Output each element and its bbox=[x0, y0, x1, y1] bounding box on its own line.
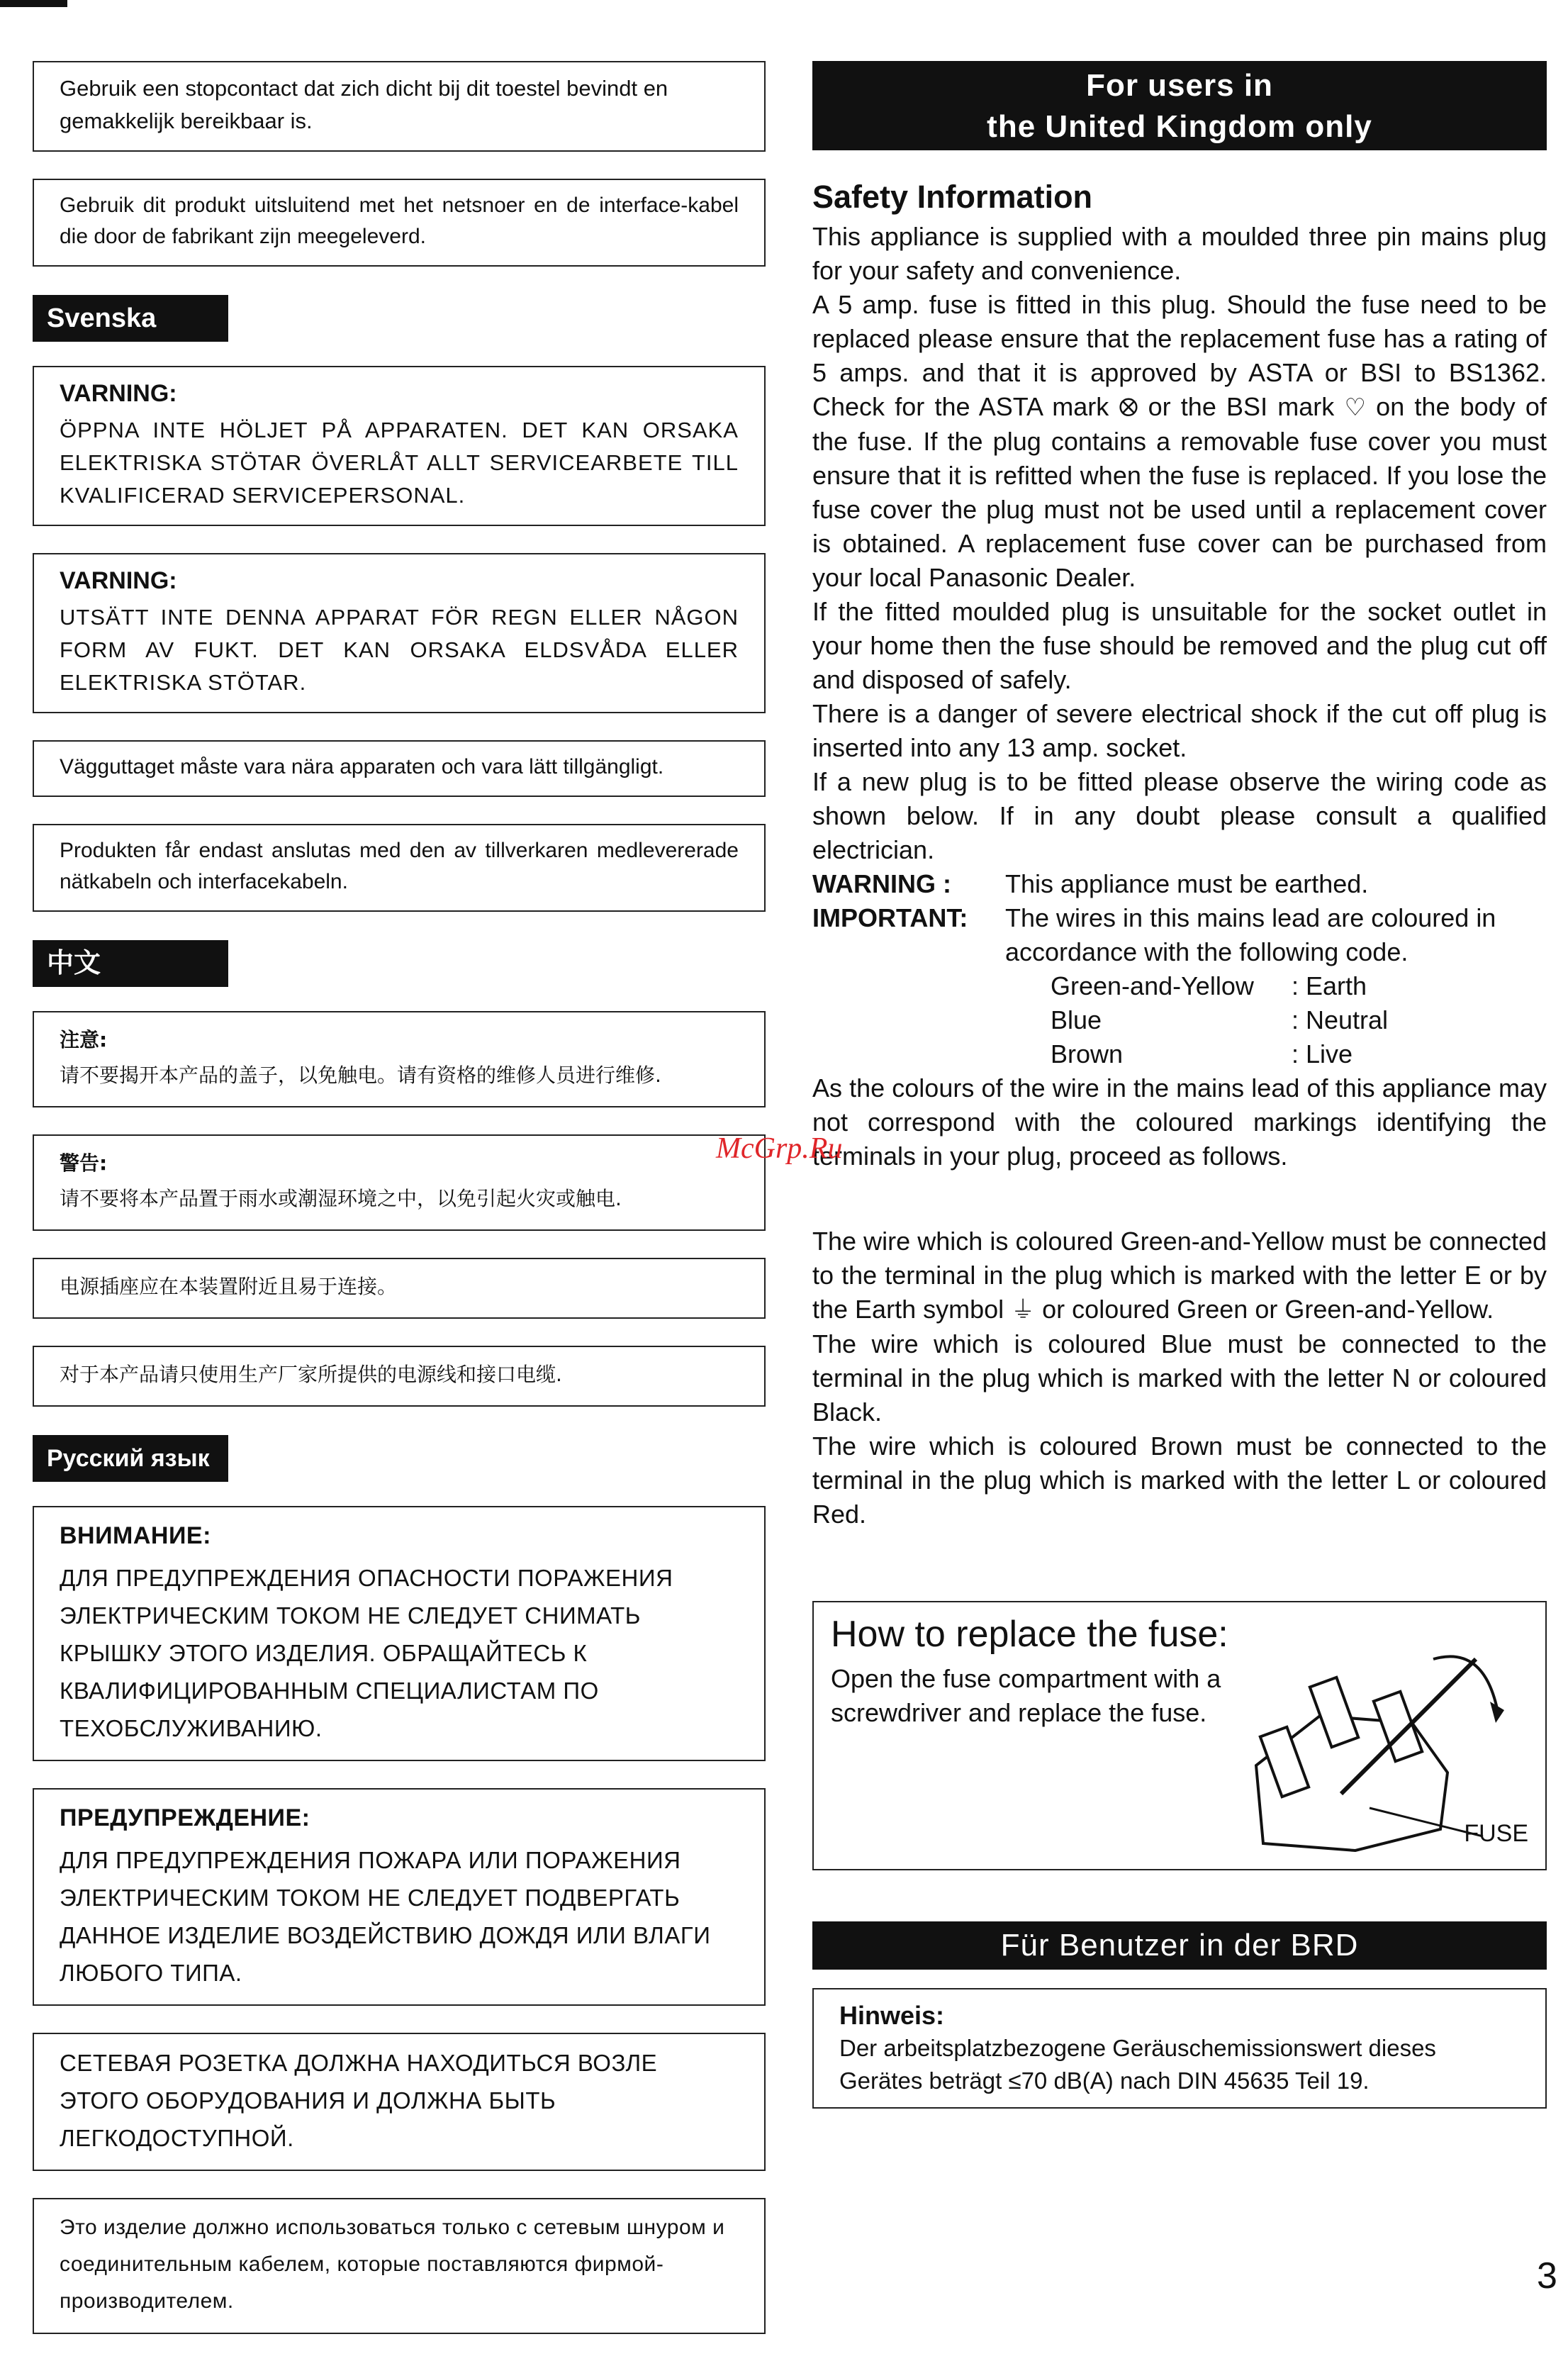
wire-code-list bbox=[1051, 969, 1547, 1071]
cn-caution bbox=[33, 1011, 766, 1107]
nl-notice-socket bbox=[33, 61, 766, 152]
fuse-label: FUSE bbox=[1464, 1820, 1528, 1847]
sv-notice-cable-text: Produkten får endast anslutas med den av tillverkaren medlevererade nätkabeln och interfacekabeln. bbox=[60, 839, 739, 893]
ru-notice-cable bbox=[33, 2198, 766, 2334]
ru-notice-cable-text: Это изделие должно использоваться только с сетевым шнуром и соединительным кабелем, которые поставляются фирмой-производителем. bbox=[60, 2216, 725, 2313]
warning-text: This appliance must be earthed. bbox=[1005, 869, 1369, 898]
warning-row bbox=[812, 867, 1547, 901]
sv-notice-socket bbox=[33, 740, 766, 797]
fuse-text: Open the fuse compartment with a screwdriver and replace the fuse. bbox=[831, 1664, 1221, 1727]
ru-notice-socket-text: СЕТЕВАЯ РОЗЕТКА ДОЛЖНА НАХОДИТЬСЯ ВОЗЛЕ ЭТОГО ОБОРУДОВАНИЯ И ДОЛЖНА БЫТЬ ЛЕГКОДОСТУПНОЙ. bbox=[60, 2050, 658, 2151]
uk-banner-line1: For users in bbox=[1086, 68, 1273, 103]
safety-para-8: The wire which is coloured Blue must be connected to the terminal in the plug which is marked with the letter N or coloured Black. bbox=[812, 1329, 1547, 1427]
cn-warning-text: 请不要将本产品置于雨水或潮湿环境之中，以免引起火灾或触电. bbox=[60, 1187, 622, 1210]
ru-notice-socket bbox=[33, 2033, 766, 2171]
wire-role: : Live bbox=[1292, 1039, 1353, 1068]
hinweis-head: Hinweis: bbox=[839, 2001, 945, 2030]
sv-notice-cable bbox=[33, 824, 766, 912]
important-label: IMPORTANT: bbox=[812, 903, 968, 932]
sv-warning-1-head: VARNING: bbox=[60, 380, 177, 407]
wire-colour: Green-and-Yellow bbox=[1051, 971, 1254, 1000]
sv-notice-socket-text: Vägguttaget måste vara nära apparaten och vara lätt tillgängligt. bbox=[60, 755, 664, 778]
sv-warning-2 bbox=[33, 553, 766, 713]
safety-para-6: As the colours of the wire in the mains lead of this appliance may not correspond with the coloured markings identifying the terminals in your plug, proceed as follows. bbox=[812, 1073, 1547, 1171]
cn-warning bbox=[33, 1134, 766, 1231]
wire-role: : Neutral bbox=[1292, 1005, 1389, 1034]
sv-warning-1-text: ÖPPNA INTE HÖLJET PÅ APPARATEN. DET KAN ORSAKA ELEKTRISKA STÖTAR ÖVERLÅT ALLT SERVICEARBETE TILL KVALIFICERAD SERVICEPERSONAL. bbox=[60, 418, 739, 508]
safety-title: Safety Information bbox=[812, 179, 1093, 215]
ru-warning-head: ПРЕДУПРЕЖДЕНИЕ: bbox=[60, 1804, 310, 1831]
wire-colour: Brown bbox=[1051, 1039, 1124, 1068]
uk-banner bbox=[812, 61, 1547, 150]
safety-para-4: There is a danger of severe electrical shock if the cut off plug is inserted into any 13 amp. socket. bbox=[812, 699, 1547, 762]
uk-banner-line2: the United Kingdom only bbox=[987, 109, 1372, 144]
safety-para-2a: A 5 amp. fuse is fitted in this plug. Should the fuse need to be replaced please ensure that the replacement fuse has a rating of 5 amps. and that it is approved by ASTA or BSI to BS1362. Check for the ASTA mark bbox=[812, 290, 1547, 421]
wire-code-row bbox=[1051, 1003, 1547, 1037]
lang-tag-svenska: Svenska bbox=[33, 295, 228, 342]
sv-warning-2-text: UTSÄTT INTE DENNA APPARAT FÖR REGN ELLER NÅGON FORM AV FUKT. DET KAN ORSAKA ELDSVÅDA ELLER ELEKTRISKA STÖTAR. bbox=[60, 605, 739, 695]
cn-notice-socket bbox=[33, 1258, 766, 1319]
wire-code-row bbox=[1051, 969, 1547, 1003]
wire-colour: Blue bbox=[1051, 1005, 1102, 1034]
ru-caution bbox=[33, 1506, 766, 1761]
left-column bbox=[33, 61, 766, 2361]
safety-para-2 bbox=[812, 288, 1547, 595]
sv-warning-2-head: VARNING: bbox=[60, 567, 177, 594]
safety-para-2b: or the BSI mark bbox=[1148, 392, 1335, 421]
safety-para-7 bbox=[812, 1224, 1547, 1327]
right-column bbox=[812, 61, 1547, 2109]
safety-para-2c: on the body of the fuse. If the plug contains a removable fuse cover you must ensure that it is refitted when the fuse is replaced. If you lose the fuse cover the plug must not be used until a replacement cover is obtained. A replacement fuse cover can be purchased from your local Panasonic Dealer. bbox=[812, 392, 1547, 592]
fuse-heading: How to replace the fuse: bbox=[831, 1614, 1228, 1655]
safety-para-5: If a new plug is to be fitted please observe the wiring code as shown below. If in any doubt please consult a qualified electrician. bbox=[812, 767, 1547, 864]
sv-warning-1 bbox=[33, 366, 766, 526]
hinweis-box bbox=[812, 1988, 1547, 2109]
nl-notice-cable bbox=[33, 179, 766, 267]
cn-warning-head: 警告: bbox=[60, 1151, 108, 1175]
ru-warning bbox=[33, 1788, 766, 2006]
cn-caution-head: 注意: bbox=[60, 1028, 108, 1051]
cn-notice-socket-text: 电源插座应在本装置附近且易于连接。 bbox=[60, 1275, 398, 1298]
page-number: 3 bbox=[1537, 2255, 1557, 2296]
safety-para-7b: or coloured Green or Green-and-Yellow. bbox=[1042, 1295, 1494, 1324]
important-text: The wires in this mains lead are coloured in accordance with the following code. bbox=[1005, 903, 1496, 966]
cn-notice-cable bbox=[33, 1346, 766, 1407]
lang-tag-russian: Русский язык bbox=[33, 1435, 228, 1482]
hinweis-text: Der arbeitsplatzbezogene Geräuschemissionswert dieses Gerätes beträgt ≤70 dB(A) nach DIN 45635 Teil 19. bbox=[839, 2035, 1436, 2094]
important-row bbox=[812, 901, 1547, 969]
warning-label: WARNING : bbox=[812, 869, 951, 898]
cn-notice-cable-text: 对于本产品请只使用生产厂家所提供的电源线和接口电缆. bbox=[60, 1363, 562, 1386]
brd-banner: Für Benutzer in der BRD bbox=[812, 1921, 1547, 1970]
earth-symbol-icon: ⏚ bbox=[1011, 1297, 1036, 1324]
lang-tag-chinese: 中文 bbox=[33, 940, 228, 987]
safety-para-7a: The wire which is coloured Green-and-Yellow must be connected to the terminal in the plug which is marked with the letter E or by the Earth symbol bbox=[812, 1227, 1547, 1324]
safety-para-3: If the fitted moulded plug is unsuitable for the socket outlet in your home then the fuse should be removed and the plug cut off and disposed of safely. bbox=[812, 597, 1547, 694]
bsi-kitemark-icon: ♡ bbox=[1344, 394, 1366, 421]
wire-code-row bbox=[1051, 1037, 1547, 1071]
fuse-replace-box bbox=[812, 1601, 1547, 1870]
asta-mark-icon: ⭙ bbox=[1119, 394, 1138, 421]
safety-para-9: The wire which is coloured Brown must be connected to the terminal in the plug which is marked with the letter L or coloured Red. bbox=[812, 1431, 1547, 1529]
corner-mark bbox=[0, 0, 67, 7]
cn-caution-text: 请不要揭开本产品的盖子，以免触电。请有资格的维修人员进行维修. bbox=[60, 1064, 661, 1087]
ru-warning-text: ДЛЯ ПРЕДУПРЕЖДЕНИЯ ПОЖАРА ИЛИ ПОРАЖЕНИЯ ЭЛЕКТРИЧЕСКИМ ТОКОМ НЕ СЛЕДУЕТ ПОДВЕРГАТЬ ДАННОЕ ИЗДЕЛИЕ ВОЗДЕЙСТВИЮ ДОЖДЯ ИЛИ ВЛАГИ ЛЮБОГО ТИПА. bbox=[60, 1847, 711, 1986]
nl-notice-cable-text: Gebruik dit produkt uitsluitend met het netsnoer en de interface-kabel die door de fabrikant zijn meegeleverd. bbox=[60, 194, 739, 248]
ru-caution-text: ДЛЯ ПРЕДУПРЕЖДЕНИЯ ОПАСНОСТИ ПОРАЖЕНИЯ ЭЛЕКТРИЧЕСКИМ ТОКОМ НЕ СЛЕДУЕТ СНИМАТЬ КРЫШКУ ЭТОГО ИЗДЕЛИЯ. ОБРАЩАЙТЕСЬ К КВАЛИФИЦИРОВАННЫМ СПЕЦИАЛИСТАМ ПО ТЕХОБСЛУЖИВАНИЮ. bbox=[60, 1565, 673, 1741]
wire-role: : Earth bbox=[1292, 971, 1367, 1000]
ru-caution-head: ВНИМАНИЕ: bbox=[60, 1522, 211, 1549]
nl-notice-socket-text: Gebruik een stopcontact dat zich dicht bij dit toestel bevindt en gemakkelijk bereikbaar is. bbox=[60, 76, 668, 133]
safety-para-1: This appliance is supplied with a moulded three pin mains plug for your safety and convenience. bbox=[812, 222, 1547, 285]
watermark: McGrp.Ru bbox=[716, 1132, 843, 1165]
